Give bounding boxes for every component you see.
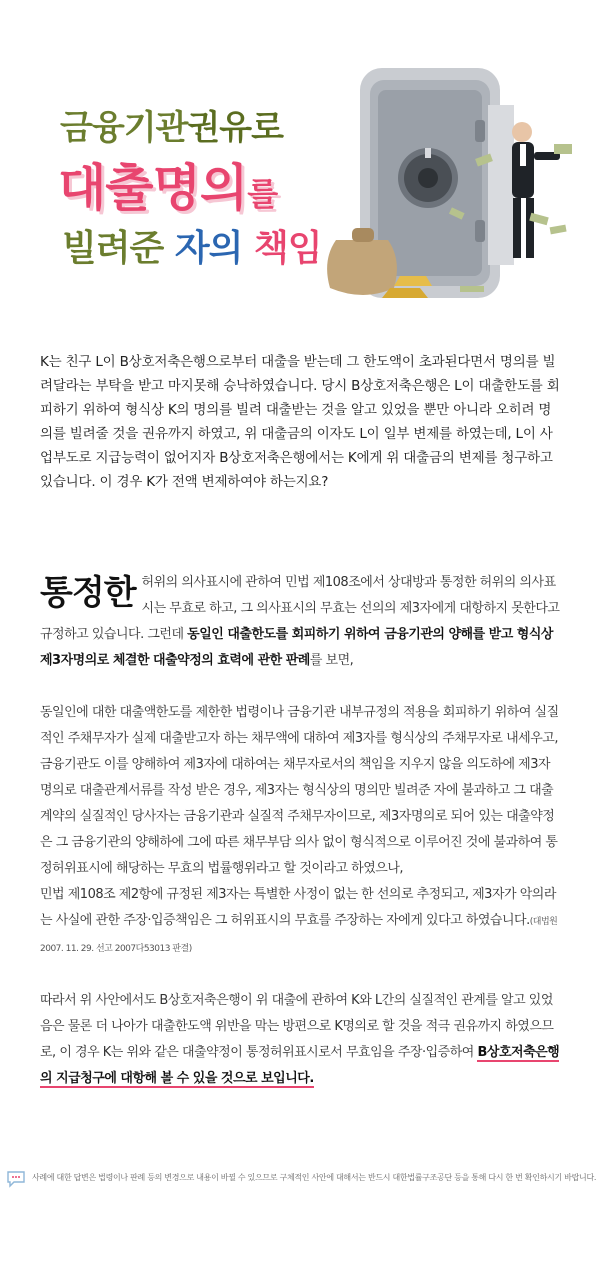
hero-title-line2-a: 대출명의: [58, 159, 248, 217]
answer-p1-tail: 를 보면,: [309, 653, 354, 668]
hero-title-line1-a: 금융기관: [60, 108, 188, 148]
answer-paragraph-1: [40, 570, 560, 674]
chat-bubble-icon: [6, 1170, 26, 1188]
hero-title-line3-b: 자의: [174, 228, 254, 269]
hero-title-line1-b: 권유로: [187, 108, 283, 148]
answer-paragraph-2: 동일인에 대한 대출액한도를 제한한 법령이나 금융기관 내부규정의 적용을 회피하기 위하여 실질적인 주채무자가 실제 대출받고자 하는 채무액에 대하여 제3자를 형식상의 주채무자로 내세우고, 금융기관도 이를 양해하여 제3자에 대하여는 채무자로서의 책임을 지우지 않을 의도하에 제3자명의로 대출관계서류를 작성 받은 경우, 제3자는 형식상의 명의만 빌려준 자에 불과하고 그 대출계약의 실질적인 당사자는 금융기관과 실질적 주채무자이므로, 제3자명의로 되어 있는 대출약정은 그 금융기관의 양해하에 그에 따른 채무부담 의사 없이 형식적으로 이루어진 것에 불과하여 통정허위표시에 해당하는 무효의 법률행위라고 할 것이라고 하였으나,: [40, 705, 559, 876]
hero-title-line1: [60, 100, 283, 149]
answer-p4-text: 따라서 위 사안에서도 B상호저축은행이 위 대출에 관하여 K와 L간의 실질적인 관계를 알고 있었음은 물론 더 나아가 대출한도액 위반을 막는 방편으로 K명의로 할 것을 적극 권유까지 하였으므로, 이 경우 K는 위와 같은 대출약정이 통정허위표시로서 무효임을 주장·입증하여: [40, 993, 554, 1060]
answer-p1-bold: 동일인 대출한도를 회피하기 위하여 금융기관의 양해를 받고 형식상 제3자명의로 체결한 대출약정의 효력에 관한 판례: [40, 627, 553, 668]
hero-title-line2-b: 를: [247, 175, 278, 213]
answer-conclusion: B상호저축은행의 지급청구에 대항해 볼 수 있을 것으로 보입니다.: [40, 1045, 560, 1086]
hero-title-line2: [58, 148, 277, 220]
answer-p3-text: 민법 제108조 제2항에 규정된 제3자는 특별한 사정이 없는 한 선의로 추정되고, 제3자가 악의라는 사실에 관한 주장·입증책임은 그 허위표시의 무효를 주장하는 자에게 있다고 하였습니다.: [40, 887, 556, 928]
answer-paragraph-3: [40, 882, 560, 962]
answer-citation: (대법원 2007. 11. 29. 선고 2007다53013 판결): [40, 917, 558, 954]
footer-note-text: 사례에 대한 답변은 법령이나 판례 등의 변경으로 내용이 바뀔 수 있으므로 구체적인 사안에 대해서는 반드시 대한법률구조공단 등을 통해 다시 한 번 확인하시기 바랍니다.: [32, 1173, 597, 1182]
question-text: K는 친구 L이 B상호저축은행으로부터 대출을 받는데 그 한도액이 초과된다면서 명의를 빌려달라는 부탁을 받고 마지못해 승낙하였습니다. 당시 B상호저축은행은 L이 대출한도를 회피하기 위하여 형식상 K의 명의를 빌려 대출받는 것을 알고 있었을 뿐만 아니라 오히려 명의를 빌려줄 것을 권유까지 하였고, 위 대출금의 이자도 L이 일부 변제를 하였는데, L이 사업부도로 지급능력이 없어지자 B상호저축은행에서는 K에게 위 대출금의 변제를 청구하고 있습니다. 이 경우 K가 전액 변제하여야 하는지요?: [40, 354, 560, 490]
hero-title-line3-a: 빌려준: [62, 228, 175, 269]
answer-p1-text: 허위의 의사표시에 관하여 민법 제108조에서 상대방과 통정한 허위의 의사표시는 무효로 하고, 그 의사표시의 무효는 선의의 제3자에게 대항하지 못한다고 규정하고 있습니다. 그런데: [40, 575, 560, 642]
answer-paragraph-4: [40, 988, 560, 1092]
hero-title-line3-c: 책임: [253, 228, 322, 269]
answer-dropcap: 통정한: [40, 573, 136, 613]
vault-illustration: [300, 60, 600, 310]
businessman-illustration: [512, 122, 572, 258]
answer-body: [40, 570, 560, 1092]
hero-banner: [0, 0, 600, 330]
hero-title-line3: [62, 220, 322, 271]
footer-note: [0, 1160, 600, 1192]
